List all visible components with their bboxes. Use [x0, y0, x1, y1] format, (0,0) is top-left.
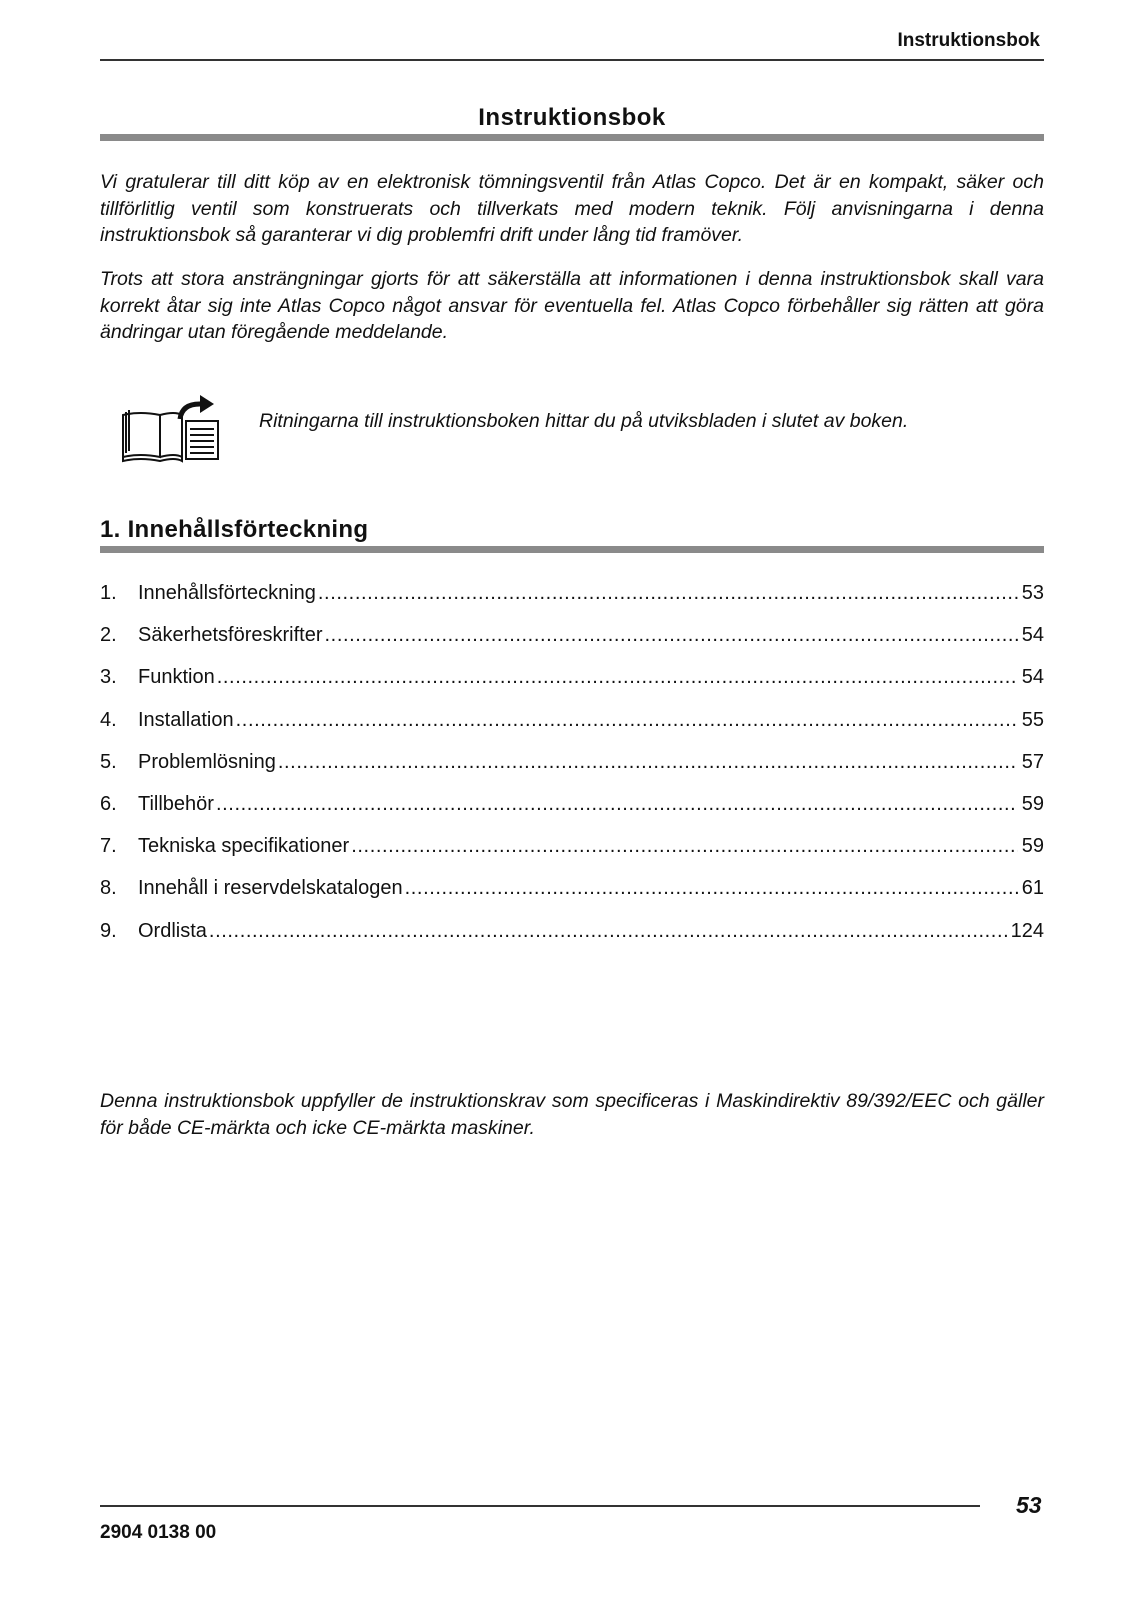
toc-entry-label: Funktion	[138, 666, 215, 689]
toc-entry-label: Innehåll i reservdelskatalogen	[138, 877, 403, 900]
toc-leader-dots	[209, 916, 1007, 946]
toc-entry[interactable]	[100, 916, 1044, 958]
toc-entry[interactable]	[100, 873, 1044, 915]
toc-heading-rule	[100, 546, 1044, 553]
toc-entry-label: Tillbehör	[138, 792, 214, 815]
toc-entry[interactable]	[100, 747, 1044, 789]
toc-entry-label: Installation	[138, 708, 234, 731]
toc-entry-page: 55	[1021, 708, 1044, 731]
toc-heading: 1. Innehållsförteckning	[100, 516, 369, 543]
book-foldout-icon	[120, 395, 224, 467]
toc-entry-page: 59	[1021, 835, 1044, 858]
toc-entry-page: 53	[1021, 582, 1044, 604]
toc-leader-dots	[217, 662, 1018, 692]
toc-leader-dots	[216, 789, 1018, 819]
toc-entry-number: 1.	[100, 582, 117, 604]
toc-entry[interactable]	[100, 705, 1044, 747]
foldout-note	[120, 395, 1020, 470]
toc-leader-dots	[236, 705, 1018, 735]
toc-entry-label: Ordlista	[138, 919, 207, 942]
toc-entry-number: 3.	[100, 666, 117, 689]
toc-entry-number: 2.	[100, 624, 117, 647]
toc-entry-number: 7.	[100, 835, 117, 858]
toc-entry[interactable]	[100, 662, 1044, 704]
toc-entry-number: 9.	[100, 919, 117, 942]
toc-entry-label: Säkerhetsföreskrifter	[138, 624, 323, 647]
footer-page-number: 53	[1016, 1492, 1042, 1518]
toc-entry[interactable]	[100, 620, 1044, 662]
toc-entry-page: 124	[1010, 919, 1044, 942]
intro-paragraph-1: Vi gratulerar till ditt köp av en elektronisk tömningsventil från Atlas Copco. Det är en kompakt, säker och tillförlitlig ventil som konstruerats och tillverkats med modern teknik. Följ anvisningarna i denna instruktionsbok så garanterar vi dig problemfri drift under lång tid framöver.	[100, 171, 1044, 246]
toc-entry[interactable]	[100, 789, 1044, 831]
toc-entry-page: 57	[1021, 750, 1044, 773]
toc-entry-number: 8.	[100, 877, 117, 900]
toc-leader-dots	[405, 873, 1018, 903]
toc-entry-page: 61	[1021, 877, 1044, 900]
footer-rule	[100, 1505, 980, 1507]
table-of-contents	[100, 578, 1044, 958]
toc-leader-dots	[351, 831, 1018, 861]
toc-leader-dots	[325, 620, 1018, 650]
footer-document-number: 2904 0138 00	[100, 1522, 217, 1543]
toc-entry[interactable]	[100, 578, 1044, 620]
running-header	[100, 26, 1044, 61]
toc-entry-number: 6.	[100, 792, 117, 815]
toc-entry[interactable]	[100, 831, 1044, 873]
toc-entry-page: 54	[1021, 666, 1044, 689]
running-header-title: Instruktionsbok	[897, 30, 1040, 51]
toc-leader-dots	[318, 578, 1018, 608]
title-rule	[100, 134, 1044, 141]
toc-entry-label: Problemlösning	[138, 750, 276, 773]
document-title: Instruktionsbok	[478, 104, 666, 131]
toc-entry-label: Tekniska specifikationer	[138, 835, 350, 858]
toc-entry-number: 4.	[100, 708, 117, 731]
toc-entry-number: 5.	[100, 750, 117, 773]
compliance-statement: Denna instruktionsbok uppfyller de instruktionskrav som specificeras i Maskindirektiv 89/392/EEC och gäller för både CE-märkta och icke CE-märkta maskiner.	[100, 1090, 1044, 1139]
toc-entry-page: 59	[1021, 792, 1044, 815]
intro-paragraph-2: Trots att stora ansträngningar gjorts för att säkerställa att informationen i denna instruktionsbok skall vara korrekt åtar sig inte Atlas Copco något ansvar för eventuella fel. Atlas Copco förbehåller sig rätten att göra ändringar utan föregående meddelande.	[100, 268, 1044, 343]
foldout-note-text: Ritningarna till instruktionsboken hittar du på utviksbladen i slutet av boken.	[259, 410, 909, 432]
toc-leader-dots	[278, 747, 1018, 777]
toc-entry-label: Innehållsförteckning	[138, 582, 316, 604]
toc-entry-page: 54	[1021, 624, 1044, 647]
